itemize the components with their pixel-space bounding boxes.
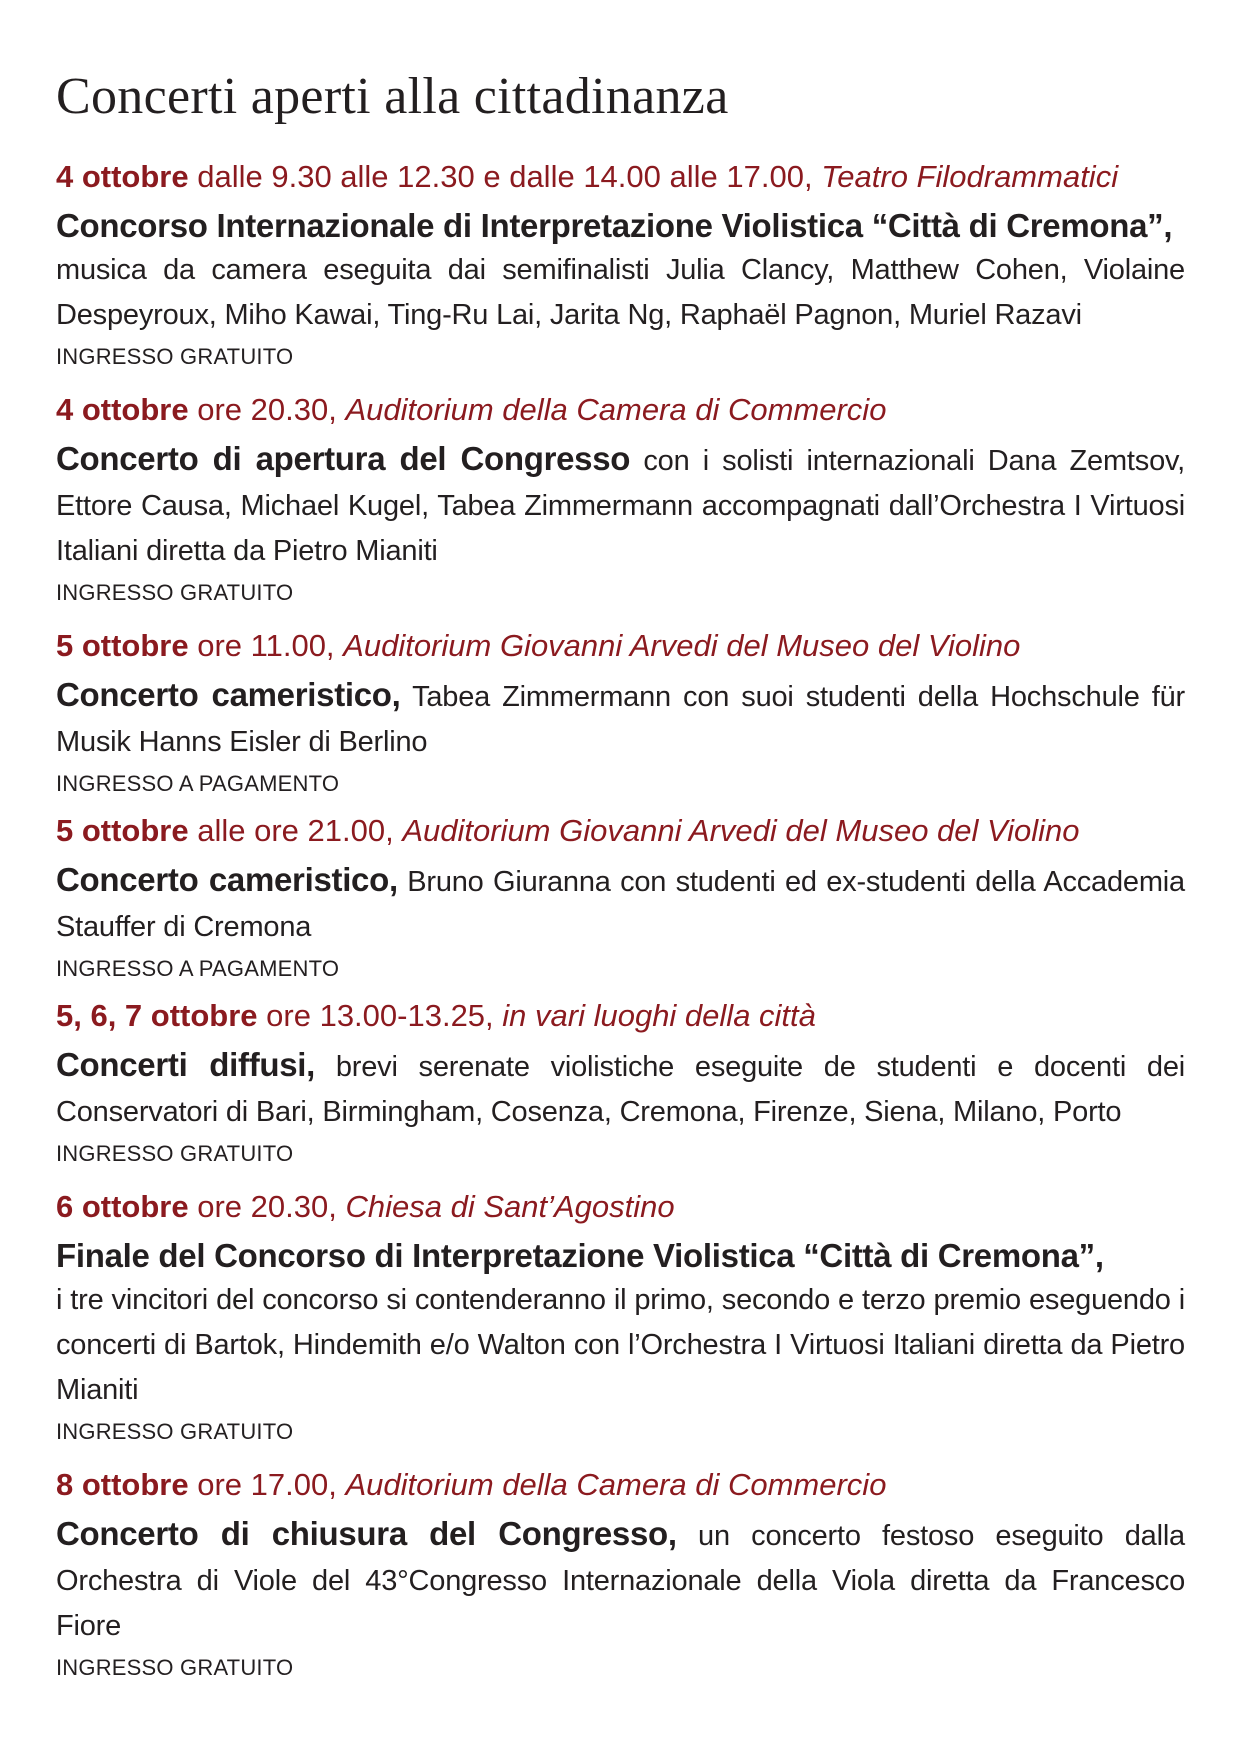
event-admission: INGRESSO GRATUITO — [56, 344, 294, 369]
event-venue: in vari luoghi della città — [502, 998, 816, 1033]
event-admission: INGRESSO A PAGAMENTO — [56, 956, 340, 981]
event-admission: INGRESSO A PAGAMENTO — [56, 771, 340, 796]
event-date: 5 ottobre — [56, 813, 189, 848]
event-time: ore 13.00-13.25, — [257, 998, 503, 1033]
event-description: un concerto festoso eseguito dalla Orchestra di Viole del 43°Congresso Internazionale della Viola diretta da Francesco Fiore — [56, 1520, 1185, 1642]
event-body — [56, 857, 1185, 950]
event-1 — [56, 157, 1185, 372]
event-time: dalle 9.30 alle 12.30 e dalle 14.00 alle 17.00, — [188, 159, 822, 194]
event-admission: INGRESSO GRATUITO — [56, 580, 294, 605]
event-title: Concerto di chiusura del Congresso, — [56, 1515, 677, 1552]
event-body — [56, 1042, 1185, 1135]
event-venue: Auditorium Giovanni Arvedi del Museo del Violino — [402, 813, 1080, 848]
event-description: Tabea Zimmermann con suoi studenti della Hochschule für Musik Hanns Eisler di Berlino — [56, 681, 1185, 758]
event-venue: Chiesa di Sant’Agostino — [345, 1189, 675, 1224]
event-title: Finale del Concorso di Interpretazione Violistica “Città di Cremona”, — [56, 1237, 1104, 1274]
event-header — [56, 996, 1185, 1036]
event-body — [56, 1511, 1185, 1649]
event-4 — [56, 811, 1185, 984]
event-description: brevi serenate violistiche eseguite de studenti e docenti dei Conservatori di Bari, Birmingham, Cosenza, Cremona, Firenze, Siena, Milano, Porto — [56, 1051, 1185, 1128]
event-7 — [56, 1465, 1185, 1683]
event-title: Concerto cameristico, — [56, 676, 401, 713]
event-admission: INGRESSO GRATUITO — [56, 1655, 294, 1680]
event-date: 8 ottobre — [56, 1467, 189, 1502]
event-admission: INGRESSO GRATUITO — [56, 1419, 294, 1444]
event-time: ore 11.00, — [188, 628, 344, 663]
event-body — [56, 1233, 1185, 1413]
event-venue: Teatro Filodrammatici — [821, 159, 1119, 194]
event-title: Concerto cameristico, — [56, 861, 398, 898]
event-time: alle ore 21.00, — [188, 813, 403, 848]
event-5 — [56, 996, 1185, 1169]
event-title: Concerti diffusi, — [56, 1046, 316, 1083]
event-header — [56, 1187, 1185, 1227]
event-header — [56, 157, 1185, 197]
event-date: 4 ottobre — [56, 392, 189, 427]
event-admission: INGRESSO GRATUITO — [56, 1141, 294, 1166]
event-header — [56, 390, 1185, 430]
event-time: ore 17.00, — [188, 1467, 346, 1502]
event-time: ore 20.30, — [188, 392, 346, 427]
event-header — [56, 811, 1185, 851]
event-body — [56, 436, 1185, 574]
event-header — [56, 626, 1185, 666]
event-time: ore 20.30, — [188, 1189, 346, 1224]
event-header — [56, 1465, 1185, 1505]
event-date: 6 ottobre — [56, 1189, 189, 1224]
event-6 — [56, 1187, 1185, 1447]
event-venue: Auditorium della Camera di Commercio — [345, 1467, 887, 1502]
event-3 — [56, 626, 1185, 799]
event-venue: Auditorium della Camera di Commercio — [345, 392, 887, 427]
event-body — [56, 672, 1185, 765]
event-description: musica da camera eseguita dai semifinalisti Julia Clancy, Matthew Cohen, Violaine Despeyroux, Miho Kawai, Ting-Ru Lai, Jarita Ng, Raphaël Pagnon, Muriel Razavi — [56, 254, 1185, 331]
event-date: 5, 6, 7 ottobre — [56, 998, 258, 1033]
event-date: 5 ottobre — [56, 628, 189, 663]
event-description: Bruno Giuranna con studenti ed ex-studenti della Accademia Stauffer di Cremona — [56, 866, 1185, 943]
event-date: 4 ottobre — [56, 159, 189, 194]
event-venue: Auditorium Giovanni Arvedi del Museo del Violino — [343, 628, 1021, 663]
event-title: Concorso Internazionale di Interpretazione Violistica “Città di Cremona”, — [56, 207, 1173, 244]
page-title: Concerti aperti alla cittadinanza — [56, 68, 729, 125]
event-body — [56, 203, 1185, 338]
event-description: con i solisti internazionali Dana Zemtsov, Ettore Causa, Michael Kugel, Tabea Zimmermann accompagnati dall’Orchestra I Virtuosi Italiani diretta da Pietro Mianiti — [56, 445, 1186, 567]
event-title: Concerto di apertura del Congresso — [56, 440, 631, 477]
event-2 — [56, 390, 1185, 608]
event-description: i tre vincitori del concorso si contenderanno il primo, secondo e terzo premio eseguendo i concerti di Bartok, Hindemith e/o Walton con l’Orchestra I Virtuosi Italiani diretta da Pietro Mianiti — [56, 1284, 1185, 1406]
